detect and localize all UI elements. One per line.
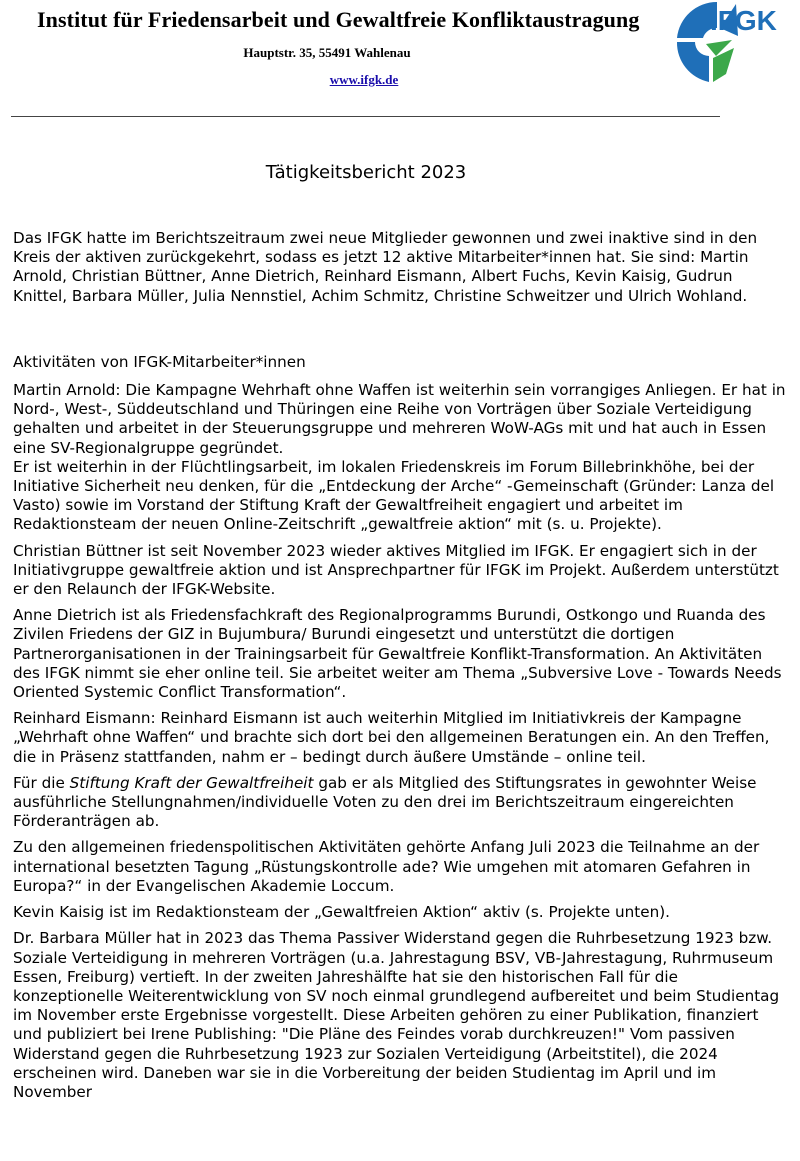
- institute-address: Hauptstr. 35, 55491 Wahlenau: [243, 45, 411, 60]
- ifgk-logo: [676, 0, 796, 84]
- paragraph-eismann: [13, 709, 790, 767]
- paragraph-text: ist seit November 2023 wieder aktives Mitglied im IFGK. Er engagiert sich in der Initiativgruppe gewaltfreie aktion und ist Ansprechpartner für IFGK im Projekt. Außerdem unterstützt er den Relaunch der IFGK-Website.: [13, 541, 779, 599]
- letterhead: [0, 0, 800, 118]
- paragraph-loccum: Zu den allgemeinen friedenspolitischen Aktivitäten gehörte Anfang Juli 2023 die Teilnahme an der international besetzten Tagung „Rüstungskontrolle ade? Wie umgehen mit atomaren Gefahren in Europa?“ in der Evangelischen Akademie Loccum.: [13, 838, 760, 895]
- paragraph-text: hat in 2023 das Thema Passiver Widerstand gegen die Ruhrbesetzung 1923 bzw. Soziale Verteidigung in mehreren Vorträgen (u.a. Jahrestagung BSV, VB-Jahrestagung, Ruhrmuseum Essen, Freiburg) vertieft. In der zweiten Jahreshälfte hat sie den historischen Fall für die konzeptionelle Weiterentwicklung von SV noch einmal grundlegend aufbereitet und beim Studientag im November erste Ergebnisse vorgestellt. Diese Arbeiten gehören zu einer Publikation, finanziert und publiziert bei Irene Publishing: "Die Pläne des Feindes vorab durchkreuzen!" Vom passiven Widerstand gegen die Ruhrbesetzung 1923 zur Sozialen Verteidigung (Arbeitstitel), die 2024 erscheinen wird. Daneben war sie in die Vorbereitung der beiden Studientag im April und im November: [13, 929, 780, 1101]
- section-heading: Aktivitäten von IFGK-Mitarbeiter*innen: [13, 352, 306, 371]
- paragraph-mueller: [13, 929, 790, 1102]
- person-name: Kevin Kaisig: [13, 903, 105, 922]
- paragraph-text: Er ist weiterhin in der Flüchtlingsarbeit, im lokalen Friedenskreis im Forum Billebrinkhöhe, bei der Initiative Sicherheit neu denken, für die „Entdeckung der Arche“ -Gemeinschaft (Gründer: Lanza del Vasto) sowie im Vorstand der Stiftung Kraft der Gewaltfreiheit engagiert und arbeitet im Redaktionsteam der neuen Online-Zeitschrift „gewaltfreie aktion“ mit (s. u. Projekte).: [13, 457, 775, 534]
- website-line: [0, 72, 728, 88]
- person-name: Martin Arnold:: [13, 381, 121, 400]
- institute-name: Institut für Friedensarbeit und Gewaltfreie Konfliktaustragung: [37, 7, 640, 32]
- report-body: [13, 229, 790, 1109]
- person-name: Dr. Barbara Müller: [13, 929, 152, 948]
- foundation-name: Stiftung Kraft der Gewaltfreiheit: [69, 773, 314, 792]
- person-name: Reinhard Eismann:: [13, 709, 156, 728]
- paragraph-arnold: [13, 381, 790, 458]
- person-name: Anne Dietrich: [13, 606, 117, 625]
- website-link[interactable]: www.ifgk.de: [329, 72, 399, 87]
- paragraph-text: Die Kampagne Wehrhaft ohne Waffen ist weiterhin sein vorrangiges Anliegen. Er hat in Nord-, West-, Süddeutschland und Thüringen eine Reihe von Vorträgen über Soziale Verteidigung gehalten und arbeitet in der Steuerungsgruppe und mehreren WoW-AGs mit und hat auch in Essen eine SV-Regionalgruppe gegründet.: [13, 381, 786, 457]
- paragraph-buettner: [13, 542, 790, 600]
- paragraph-dietrich: [13, 606, 790, 702]
- paragraph-text: ist im Redaktionsteam der „Gewaltfreien Aktion“ aktiv (s. Projekte unten).: [104, 903, 670, 922]
- person-name: Christian Büttner: [13, 541, 143, 560]
- paragraph-kaisig: [13, 903, 790, 922]
- header-divider: [11, 116, 720, 117]
- paragraph-arnold-continued: [13, 458, 790, 535]
- paragraph-text: Für die: [13, 773, 70, 792]
- intro-paragraph: Das IFGK hatte im Berichtszeitraum zwei neue Mitglieder gewonnen und zwei inaktive sind in den Kreis der aktiven zurückgekehrt, sodass es jetzt 12 aktive Mitarbeiter*innen hat. Sie sind: Martin Arnold, Christian Büttner, Anne Dietrich, Reinhard Eismann, Albert Fuchs, Kevin Kaisig, Gudrun Knittel, Barbara Müller, Julia Nennstiel, Achim Schmitz, Christine Schweitzer und Ulrich Wohland.: [13, 229, 758, 305]
- paragraph-text: Reinhard Eismann ist auch weiterhin Mitglied im Initiativkreis der Kampagne „Wehrhaft ohne Waffen“ und brachte sich dort bei den allgemeinen Beratungen ein. An den Treffen, die in Präsenz stattfanden, nahm er – bedingt durch äußere Umstände – online teil.: [13, 709, 770, 766]
- paragraph-foundation: [13, 774, 790, 832]
- report-title: Tätigkeitsbericht 2023: [265, 162, 467, 183]
- logo-text: IFGK: [710, 5, 777, 36]
- paragraph-text: ist als Friedensfachkraft des Regionalprogramms Burundi, Ostkongo und Ruanda des Zivilen Friedens der GIZ in Bujumbura/ Burundi eingesetzt und unterstützt die dortigen Partnerorganisationen in der Trainingsarbeit für Gewaltfreie Konflikt-Transformation. An Aktivitäten des IFGK nimmt sie eher online teil. Sie arbeitet weiter am Thema „Subversive Love - Towards Needs Oriented Systemic Conflict Transformation“.: [13, 606, 782, 702]
- paragraph-text: gab er als Mitglied des Stiftungsrates in gewohnter Weise ausführliche Stellungnahmen/individuelle Voten zu den drei im Berichtszeitraum eingereichten Förderanträgen ab.: [13, 773, 757, 831]
